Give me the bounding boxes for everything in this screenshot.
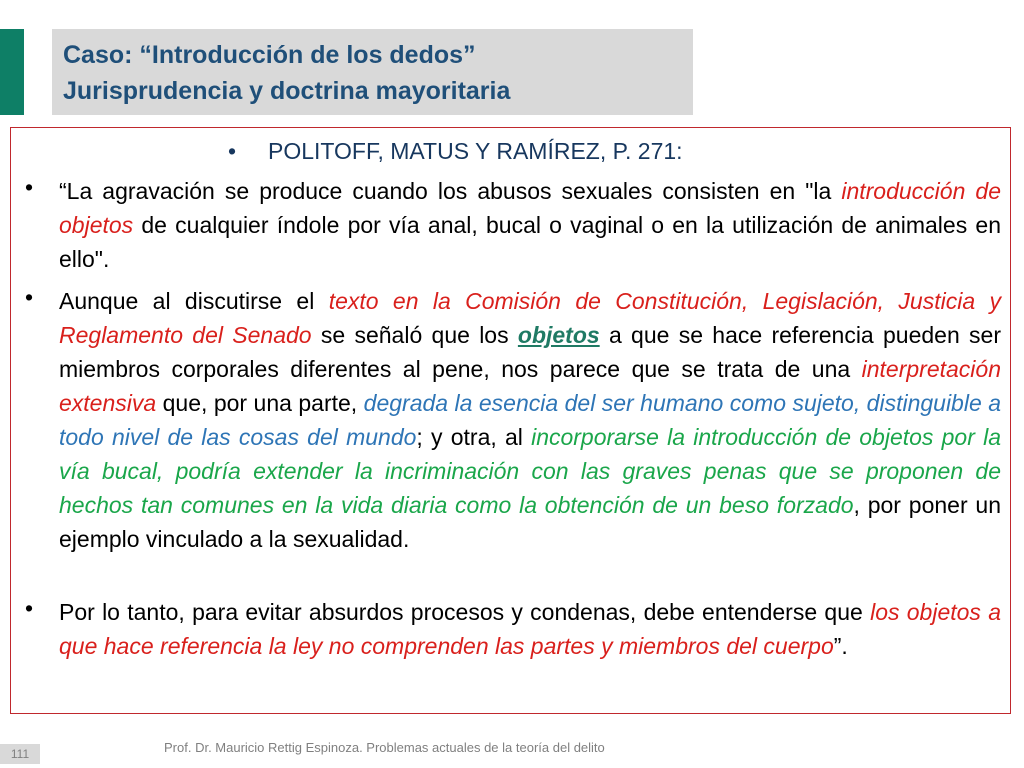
p2-text-a: Aunque al discutirse el [59,288,329,314]
slide-title-line-1: Caso: “Introducción de los dedos” [63,41,476,69]
p2-text-e: a que se hace referencia pueden ser miembros corporales diferentes al pene, nos parece que se trata de una [59,322,1001,382]
p2-highlight-red-2: interpretación extensiva [59,356,1001,416]
p2-text-k: , por poner un ejemplo vinculado a la sexualidad. [59,492,1001,552]
subtitle-bullet: • [228,138,237,164]
bullet-1: • [25,174,34,200]
subtitle-text: POLITOFF, MATUS Y RAMÍREZ, P. 271: [268,138,683,164]
subtitle [228,138,683,165]
p3-text-a: Por lo tanto, para evitar absurdos procesos y condenas, debe entenderse que [59,599,871,625]
p2-highlight-green: incorporarse la introducción de objetos por la vía bucal, podría extender la incriminación con las graves penas que se proponen de hechos tan comunes en la vida diaria como la obtención de un beso forzado [59,424,1001,518]
p1-text-a: “La agravación se produce cuando los abusos sexuales consisten en "la [59,178,842,204]
p2-highlight-red-1: texto en la Comisión de Constitución, Legislación, Justicia y Reglamento del Senado [59,288,1001,348]
bullet-3: • [25,595,34,621]
p3-highlight-red: los objetos a que hace referencia la ley no comprenden las partes y miembros del cuerpo [59,599,1001,659]
slide-number: 111 [0,744,40,764]
p2-text-i: ; y otra, al [416,424,532,450]
footer-text: Prof. Dr. Mauricio Rettig Espinoza. Problemas actuales de la teoría del delito [164,740,605,755]
title-box [52,29,693,115]
paragraph-3 [59,595,1001,663]
p2-highlight-blue: degrada la esencia del ser humano como sujeto, distinguible a todo nivel de las cosas del mundo [59,390,1001,450]
p1-highlight-red: introducción de objetos [59,178,1001,238]
bullet-2: • [25,284,34,310]
slide-title-line-2: Jurisprudencia y doctrina mayoritaria [63,77,511,105]
accent-bar [0,29,24,115]
paragraph-1 [59,174,1001,276]
p1-text-c: de cualquier índole por vía anal, bucal o vaginal o en la utilización de animales en ello". [59,212,1001,272]
paragraph-2 [59,284,1001,556]
p2-highlight-teal: objetos [517,322,600,348]
p2-text-g: que, por una parte, [156,390,364,416]
p2-text-c: se señaló que los [311,322,518,348]
p3-text-c: ”. [833,633,848,659]
